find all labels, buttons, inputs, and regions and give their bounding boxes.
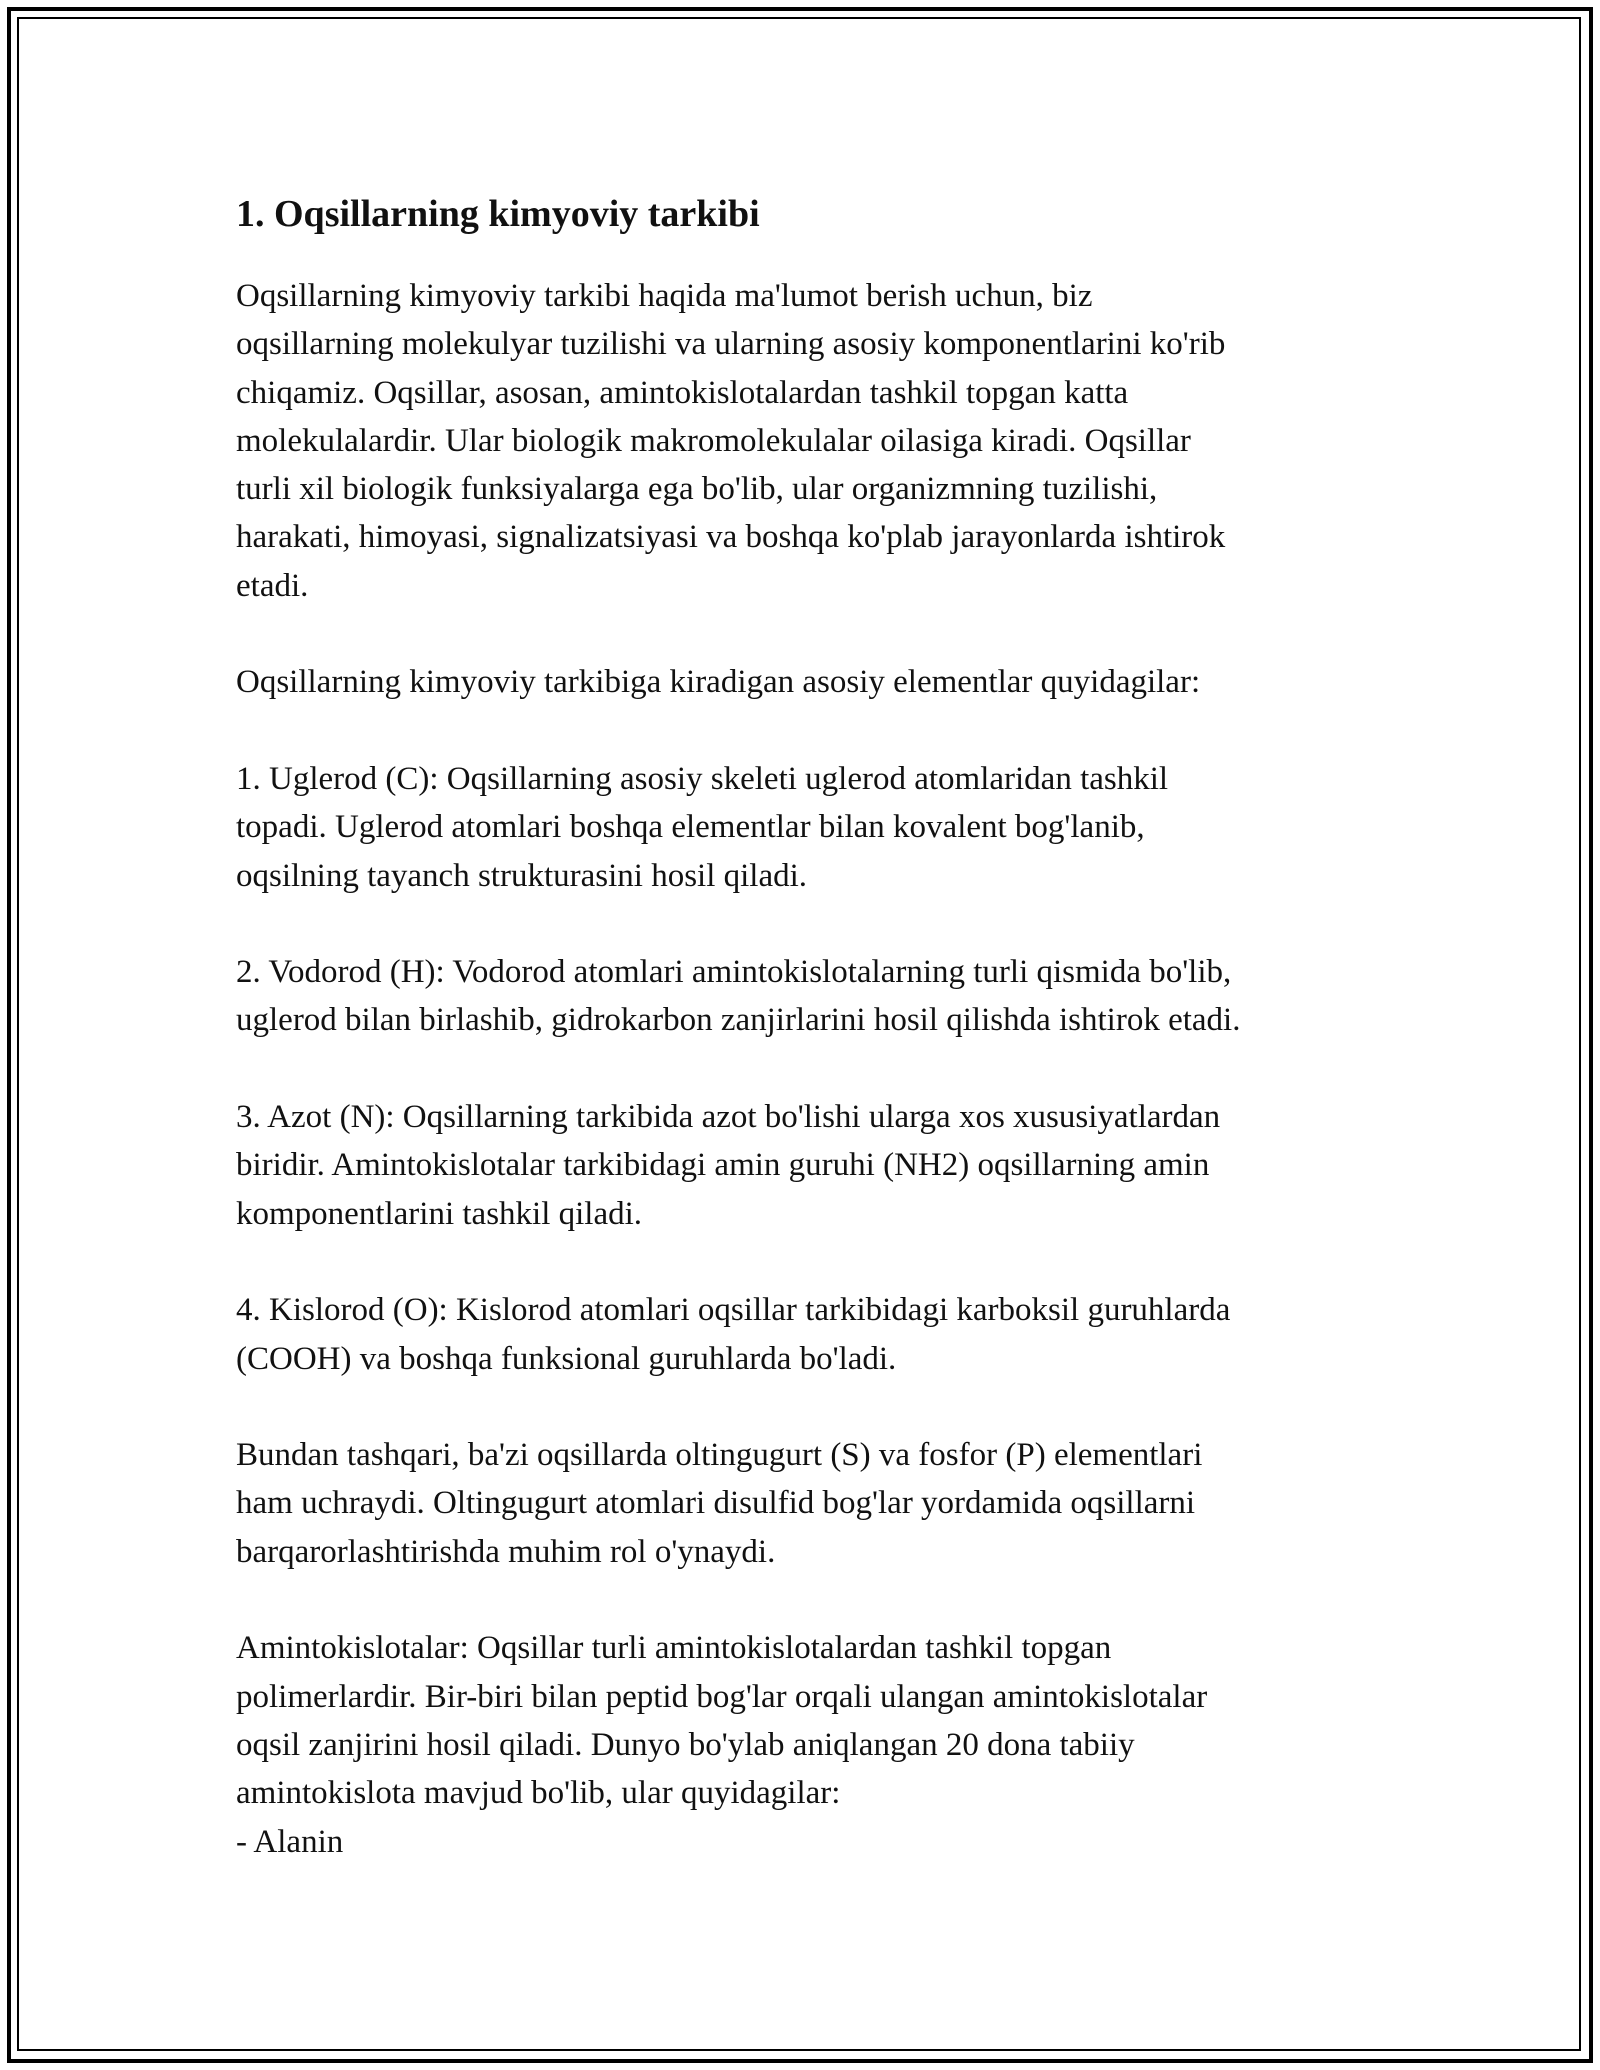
paragraph <box>236 1431 1366 1576</box>
text-line: Oqsillarning kimyoviy tarkibiga kiradigan asosiy elementlar quyidagilar: <box>236 664 1201 701</box>
text-line: Oqsillarning kimyoviy tarkibi haqida ma'lumot berish uchun, biz <box>236 278 1093 314</box>
text-line: 3. Azot (N): Oqsillarning tarkibida azot bo'lishi ularga xos xususiyatlardan <box>236 1099 1221 1136</box>
document-page <box>236 186 1366 1866</box>
text-line: - Alanin <box>236 1823 344 1860</box>
text-line: Amintokislotalar: Oqsillar turli amintokislotalardan tashkil topgan <box>236 1630 1112 1667</box>
paragraph <box>236 948 1366 1045</box>
text-line: komponentlarini tashkil qiladi. <box>236 1195 643 1232</box>
paragraph <box>236 1093 1366 1238</box>
text-line: amintokislota mavjud bo'lib, ular quyidagilar: <box>236 1775 841 1812</box>
text-line: 4. Kislorod (O): Kislorod atomlari oqsillar tarkibidagi karboksil guruhlarda <box>236 1292 1231 1329</box>
text-line: harakati, himoyasi, signalizatsiyasi va boshqa ko'plab jarayonlarda ishtirok <box>236 519 1226 556</box>
text-line: polimerlardir. Bir-biri bilan peptid bog'lar orqali ulangan amintokislotalar <box>236 1678 1208 1715</box>
text-line: 2. Vodorod (H): Vodorod atomlari amintokislotalarning turli qismida bo'lib, <box>236 954 1232 991</box>
text-line: turli xil biologik funksiyalarga ega bo'lib, ular organizmning tuzilishi, <box>236 471 1158 508</box>
section-title: 1. Oqsillarning kimyoviy tarkibi <box>236 193 760 235</box>
text-line: ham uchraydi. Oltingugurt atomlari disulfid bog'lar yordamida oqsillarni <box>236 1485 1196 1522</box>
text-line: oqsillarning molekulyar tuzilishi va ularning asosiy komponentlarini ko'rib <box>236 326 1226 363</box>
text-line: (COOH) va boshqa funksional guruhlarda bo'ladi. <box>236 1340 897 1377</box>
text-line: topadi. Uglerod atomlari boshqa elementlar bilan kovalent bog'lanib, <box>236 809 1145 846</box>
paragraph <box>236 272 1366 610</box>
paragraph <box>236 1624 1366 1865</box>
text-line: chiqamiz. Oqsillar, asosan, amintokislotalardan tashkil topgan katta <box>236 374 1129 411</box>
text-line: barqarorlashtirishda muhim rol o'ynaydi. <box>236 1533 776 1570</box>
text-line: oqsilning tayanch strukturasini hosil qiladi. <box>236 857 808 894</box>
text-line: Bundan tashqari, ba'zi oqsillarda oltingugurt (S) va fosfor (P) elementlari <box>236 1437 1203 1474</box>
text-line: uglerod bilan birlashib, gidrokarbon zanjirlarini hosil qilishda ishtirok etadi. <box>236 1002 1241 1039</box>
text-line: oqsil zanjirini hosil qiladi. Dunyo bo'ylab aniqlangan 20 dona tabiiy <box>236 1726 1135 1763</box>
text-line: molekulalardir. Ular biologik makromolekulalar oilasiga kiradi. Oqsillar <box>236 422 1191 459</box>
paragraph <box>236 658 1366 706</box>
document-body <box>236 272 1366 1866</box>
text-line: etadi. <box>236 567 309 604</box>
paragraph <box>236 1286 1366 1383</box>
text-line: biridir. Amintokislotalar tarkibidagi amin guruhi (NH2) oqsillarning amin <box>236 1147 1210 1184</box>
paragraph <box>236 755 1366 900</box>
text-line: 1. Uglerod (C): Oqsillarning asosiy skeleti uglerod atomlaridan tashkil <box>236 760 1169 797</box>
